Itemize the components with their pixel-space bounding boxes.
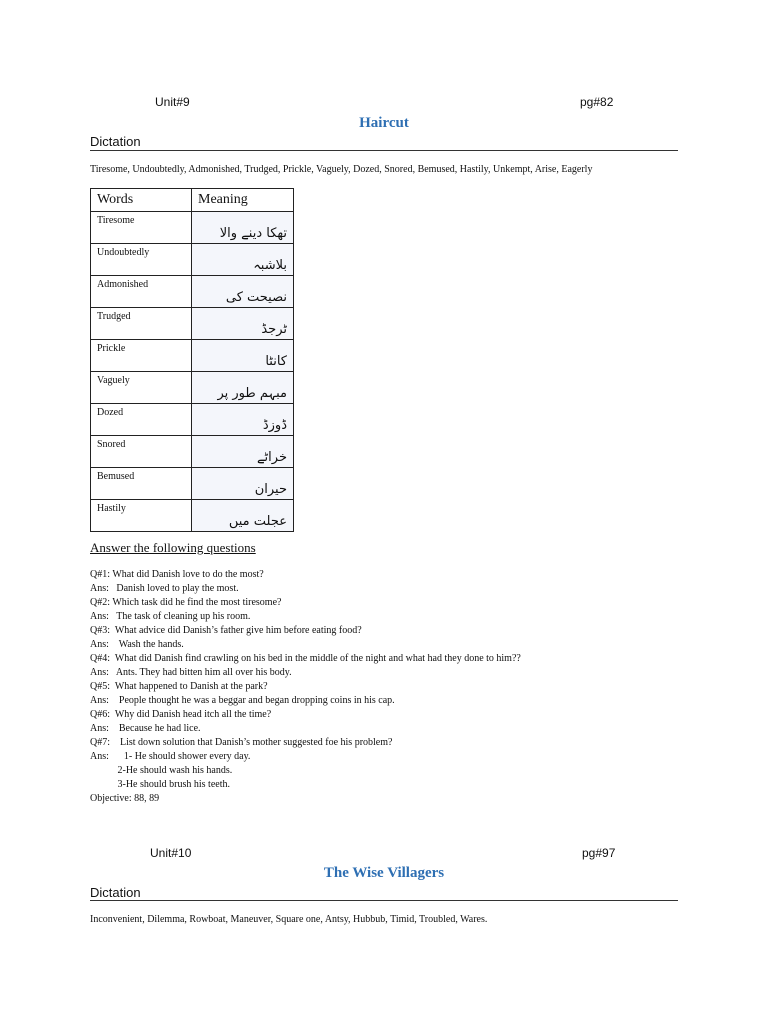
qa-line: Ans: People thought he was a beggar and began dropping coins in his cap.: [90, 695, 395, 706]
divider: [90, 900, 678, 901]
word-cell: Snored: [97, 439, 126, 450]
word-cell: Dozed: [97, 407, 124, 418]
meaning-cell: حیران: [192, 468, 293, 499]
qa-line: Ans: Danish loved to play the most.: [90, 583, 239, 594]
qa-line: Q#6: Why did Danish head itch all the time?: [90, 709, 272, 720]
qa-line: Ans: The task of cleaning up his room.: [90, 611, 251, 622]
vocabulary-table: [90, 188, 294, 532]
qa-line: Q#4: What did Danish find crawling on his bed in the middle of the night and what had they done to him??: [90, 653, 521, 664]
word-cell: Vaguely: [97, 375, 130, 386]
word-cell: Prickle: [97, 343, 126, 354]
qa-line: 3-He should brush his teeth.: [90, 779, 230, 790]
qa-line: Ans: Because he had lice.: [90, 723, 201, 734]
word-cell: Tiresome: [97, 215, 135, 226]
word-cell: Admonished: [97, 279, 149, 290]
unit-label: Unit#9: [155, 95, 190, 109]
section-title: The Wise Villagers: [323, 865, 445, 881]
table-row: [91, 372, 294, 404]
dictation-heading: Dictation: [90, 134, 141, 149]
word-cell: Undoubtedly: [97, 247, 150, 258]
qa-line: Ans: Wash the hands.: [90, 639, 184, 650]
word-cell: Hastily: [97, 503, 126, 514]
meaning-cell: ڈوزڈ: [192, 404, 293, 435]
column-header-words: Words: [91, 189, 192, 212]
dictation-heading: Dictation: [90, 885, 141, 900]
meaning-cell: کانٹا: [192, 340, 293, 371]
table-row: [91, 468, 294, 500]
qa-line: Q#3: What advice did Danish’s father give him before eating food?: [90, 625, 362, 636]
dictation-words: Tiresome, Undoubtedly, Admonished, Trudged, Prickle, Vaguely, Dozed, Snored, Bemused, Hastily, Unkempt, Arise, Eagerly: [90, 164, 593, 175]
meaning-cell: مبہم طور پر: [192, 372, 293, 403]
qa-line: Q#5: What happened to Danish at the park?: [90, 681, 268, 692]
table-row: [91, 212, 294, 244]
questions-heading: Answer the following questions: [90, 540, 256, 555]
table-row: [91, 500, 294, 532]
qa-line: Ans: 1- He should shower every day.: [90, 751, 251, 762]
word-cell: Bemused: [97, 471, 135, 482]
table-row: [91, 404, 294, 436]
qa-line: 2-He should wash his hands.: [90, 765, 233, 776]
meaning-cell: بلاشبہ: [192, 244, 293, 275]
qa-line: Q#2: Which task did he find the most tiresome?: [90, 597, 282, 608]
qa-line: Q#7: List down solution that Danish’s mother suggested foe his problem?: [90, 737, 393, 748]
word-cell: Trudged: [97, 311, 131, 322]
qa-line: Ans: Ants. They had bitten him all over his body.: [90, 667, 292, 678]
objective-line: Objective: 88, 89: [90, 793, 160, 804]
unit-label: Unit#10: [150, 846, 192, 860]
meaning-cell: نصیحت کی: [192, 276, 293, 307]
table-row: [91, 436, 294, 468]
question-answer-list: [90, 568, 521, 806]
column-header-meaning: Meaning: [192, 189, 294, 212]
meaning-cell: تھکا دینے والا: [192, 212, 293, 243]
table-row: [91, 244, 294, 276]
table-row: [91, 276, 294, 308]
meaning-cell: عجلت میں: [192, 500, 293, 531]
table-row: [91, 340, 294, 372]
page-label: pg#82: [580, 95, 614, 109]
page-title: Haircut: [359, 115, 409, 131]
table-row: [91, 308, 294, 340]
page-label: pg#97: [582, 846, 616, 860]
qa-line: Q#1: What did Danish love to do the most?: [90, 569, 264, 580]
divider: [90, 150, 678, 151]
table-header-row: [91, 189, 294, 212]
meaning-cell: خراٹے: [192, 436, 293, 467]
dictation-words: Inconvenient, Dilemma, Rowboat, Maneuver, Square one, Antsy, Hubbub, Timid, Troubled, Wares.: [90, 914, 488, 925]
meaning-cell: ٹرجڈ: [192, 308, 293, 339]
